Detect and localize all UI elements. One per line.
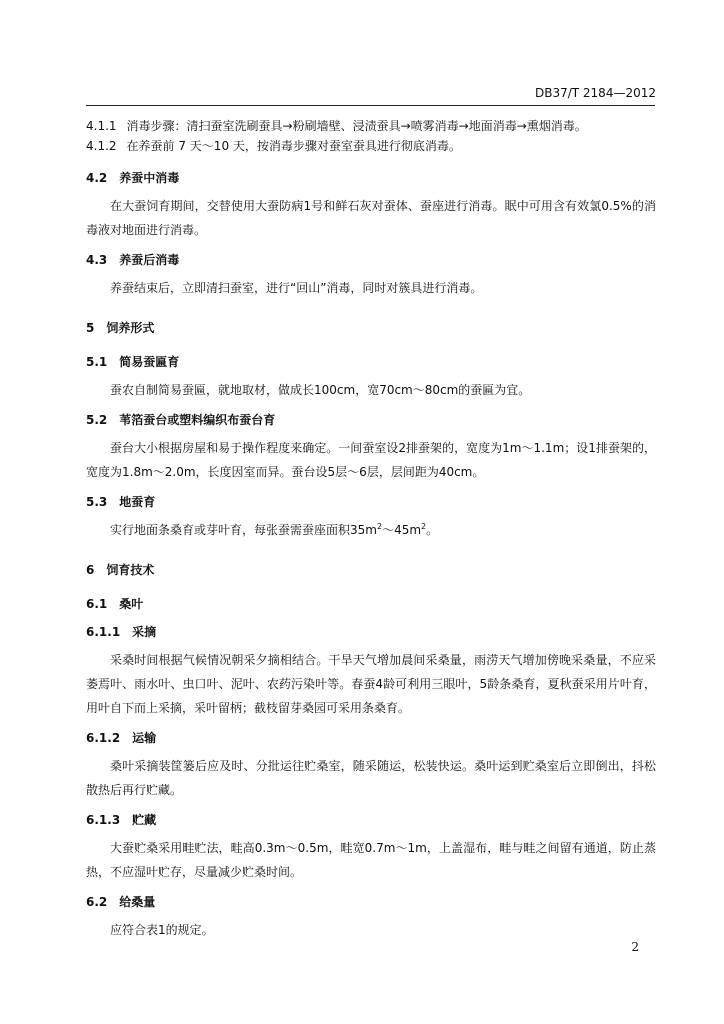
heading-title: 运输 bbox=[132, 731, 157, 745]
clause-number: 4.1.2 bbox=[86, 139, 117, 153]
clause-number: 4.1.1 bbox=[86, 119, 117, 133]
clause-4-1-1 bbox=[86, 116, 656, 136]
heading-5-3 bbox=[86, 492, 656, 512]
heading-5-1 bbox=[86, 352, 656, 372]
heading-4-2 bbox=[86, 168, 656, 188]
text-segment: ～45m bbox=[382, 523, 422, 537]
clause-text: 在养蚕前 7 天～10 天，按消毒步骤对蚕室蚕具进行彻底消毒。 bbox=[126, 139, 461, 153]
paragraph-4-3: 养蚕结束后，立即清扫蚕室，进行“回山”消毒，同时对簇具进行消毒。 bbox=[110, 281, 483, 295]
heading-number: 4.3 bbox=[86, 253, 108, 267]
heading-number: 6 bbox=[86, 563, 95, 577]
paragraph-6-2: 应符合表1的规定。 bbox=[110, 923, 214, 937]
heading-number: 5 bbox=[86, 321, 95, 335]
paragraph-4-2: 在大蚕饲育期间，交替使用大蚕防病1号和鲜石灰对蚕体、蚕座进行消毒。眠中可用含有效氯0.5%的消毒液对地面进行消毒。 bbox=[86, 199, 656, 237]
paragraph-5-3 bbox=[86, 518, 656, 542]
heading-title: 地蚕育 bbox=[119, 495, 156, 509]
paragraph-5-2: 蚕台大小根据房屋和易于操作程度来确定。一间蚕室设2排蚕架的，宽度为1m～1.1m；设1排蚕架的，宽度为1.8m～2.0m，长度因室而异。蚕台设5层～6层，层间距为40cm。 bbox=[86, 441, 656, 479]
heading-6-1-2 bbox=[86, 728, 656, 748]
paragraph-6-1-3: 大蚕贮桑采用畦贮法，畦高0.3m～0.5m，畦宽0.7m～1m，上盖湿布，畦与畦之间留有通道，防止蒸热，不应湿叶贮存，尽量减少贮桑时间。 bbox=[86, 841, 656, 879]
heading-6-1 bbox=[86, 594, 656, 614]
text-segment: 。 bbox=[426, 523, 439, 537]
header-rule bbox=[86, 105, 655, 106]
heading-number: 6.1 bbox=[86, 597, 108, 611]
heading-title: 采摘 bbox=[132, 625, 157, 639]
heading-6-1-3 bbox=[86, 810, 656, 830]
heading-title: 简易蚕匾育 bbox=[119, 355, 180, 369]
heading-title: 桑叶 bbox=[119, 597, 144, 611]
heading-title: 贮藏 bbox=[132, 813, 157, 827]
heading-number: 6.1.1 bbox=[86, 625, 121, 639]
paragraph-6-1-2: 桑叶采摘装筐篓后应及时、分批运往贮桑室，随采随运，松装快运。桑叶运到贮桑室后立即倒出，抖松散热后再行贮藏。 bbox=[86, 759, 656, 797]
heading-title: 给桑量 bbox=[119, 895, 156, 909]
clause-4-1-2 bbox=[86, 136, 656, 156]
standard-code: DB37/T 2184—2012 bbox=[534, 86, 656, 100]
heading-number: 4.2 bbox=[86, 171, 108, 185]
heading-number: 5.3 bbox=[86, 495, 108, 509]
superscript: 2 bbox=[376, 522, 383, 531]
heading-title: 饲养形式 bbox=[106, 321, 155, 335]
heading-number: 5.2 bbox=[86, 413, 108, 427]
page-number: 2 bbox=[631, 940, 639, 954]
paragraph-6-1-1: 采桑时间根据气候情况朝采夕摘相结合。干旱天气增加晨间采桑量，雨涝天气增加傍晚采桑量，不应采萎焉叶、雨水叶、虫口叶、泥叶、农药污染叶等。春蚕4龄可利用三眼叶，5龄条桑育，夏秋蚕采用片叶育，用叶自下而上采摘，采叶留柄；截枝留芽桑园可采用条桑育。 bbox=[86, 653, 656, 715]
superscript: 2 bbox=[421, 522, 427, 531]
heading-title: 饲育技术 bbox=[106, 563, 155, 577]
clause-text: 消毒步骤：清扫蚕室洗刷蚕具→粉刷墙壁、浸渍蚕具→喷雾消毒→地面消毒→熏烟消毒。 bbox=[126, 119, 587, 133]
heading-4-3 bbox=[86, 250, 656, 270]
heading-5 bbox=[86, 318, 656, 338]
heading-title: 养蚕后消毒 bbox=[119, 253, 180, 267]
heading-title: 苇箔蚕台或塑料编织布蚕台育 bbox=[119, 413, 276, 427]
heading-number: 6.2 bbox=[86, 895, 108, 909]
paragraph-5-1: 蚕农自制简易蚕匾，就地取材，做成长100cm，宽70cm～80cm的蚕匾为宜。 bbox=[110, 383, 531, 397]
heading-6-1-1 bbox=[86, 622, 656, 642]
heading-title: 养蚕中消毒 bbox=[119, 171, 180, 185]
heading-number: 5.1 bbox=[86, 355, 108, 369]
heading-number: 6.1.2 bbox=[86, 731, 121, 745]
text-segment: 实行地面条桑育或芽叶育，每张蚕需蚕座面积35m bbox=[110, 523, 377, 537]
document-body bbox=[86, 116, 656, 942]
heading-6 bbox=[86, 560, 656, 580]
heading-5-2 bbox=[86, 410, 656, 430]
heading-number: 6.1.3 bbox=[86, 813, 121, 827]
heading-6-2 bbox=[86, 892, 656, 912]
